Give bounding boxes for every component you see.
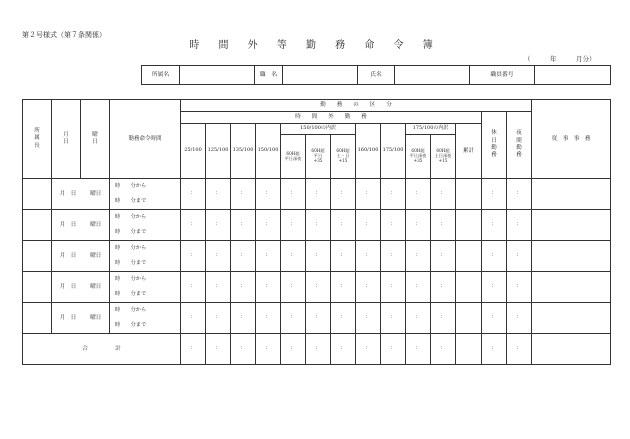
weekday-label: 曜日 — [90, 314, 102, 321]
rate-150-header: 150/100 — [256, 124, 281, 179]
holiday-hours-cell[interactable]: ： — [482, 179, 507, 210]
hours-cell[interactable]: ： — [406, 241, 431, 272]
hours-cell[interactable]: ： — [181, 179, 206, 210]
overtime-table — [22, 99, 611, 365]
hours-cell[interactable]: ： — [331, 210, 356, 241]
period-label: （ 年 月分） — [524, 55, 596, 63]
hours-cell[interactable]: ： — [206, 179, 231, 210]
date-cell[interactable] — [52, 303, 110, 334]
hours-cell[interactable]: ： — [206, 303, 231, 334]
overtime-header: 時 間 外 勤 務 — [181, 112, 482, 124]
total-cell[interactable] — [456, 334, 482, 365]
hours-cell[interactable]: ： — [231, 210, 256, 241]
total-cell[interactable]: ： — [482, 334, 507, 365]
department-label: 所属名 — [142, 66, 180, 85]
order-time-cell[interactable] — [110, 241, 181, 272]
time-from-label: 時 分から — [115, 214, 147, 220]
department-field[interactable] — [180, 66, 255, 85]
order-time-cell[interactable] — [110, 303, 181, 334]
dept-head-cell[interactable] — [23, 179, 52, 210]
task-header: 従 事 事 務 — [532, 100, 611, 179]
total-cell[interactable]: ： — [507, 334, 532, 365]
hours-cell[interactable]: ： — [256, 210, 281, 241]
hours-cell[interactable]: ： — [356, 179, 381, 210]
hours-cell[interactable]: ： — [331, 303, 356, 334]
order-time-cell[interactable] — [110, 179, 181, 210]
hours-cell[interactable]: ： — [406, 179, 431, 210]
month-day-label: 月 日 — [59, 283, 77, 290]
date-cell[interactable] — [52, 241, 110, 272]
hours-cell[interactable]: ： — [231, 303, 256, 334]
hours-cell[interactable]: ： — [281, 303, 306, 334]
hours-cell[interactable]: ： — [181, 241, 206, 272]
cumulative-header: 累計 — [456, 124, 482, 179]
hours-cell[interactable]: ： — [431, 210, 456, 241]
hours-cell[interactable]: ： — [381, 210, 406, 241]
position-field[interactable] — [283, 66, 358, 85]
task-cell[interactable] — [532, 179, 611, 210]
form-title: 時 間 外 等 勤 務 命 令 簿 — [189, 40, 441, 51]
month-day-label: 月 日 — [59, 252, 77, 259]
time-to-label: 時 分まで — [115, 291, 147, 297]
hours-cell[interactable]: ： — [381, 179, 406, 210]
total-cell[interactable]: ： — [406, 334, 431, 365]
night-hours-cell[interactable]: ： — [507, 179, 532, 210]
total-cell[interactable]: ： — [206, 334, 231, 365]
hours-cell[interactable]: ： — [306, 179, 331, 210]
dept-head-header: 所属長 — [23, 100, 52, 179]
total-cell[interactable]: ： — [381, 334, 406, 365]
night-hours-cell[interactable]: ： — [507, 303, 532, 334]
time-to-label: 時 分まで — [115, 260, 147, 266]
total-cell[interactable]: ： — [331, 334, 356, 365]
time-from-label: 時 分から — [115, 276, 147, 282]
over60-weekend-night-header: 60H超 土日深夜 +15 — [431, 135, 456, 179]
hours-cell[interactable]: ： — [406, 210, 431, 241]
employee-no-label: 職員番号 — [470, 66, 535, 85]
hours-cell[interactable]: ： — [281, 210, 306, 241]
hours-cell[interactable]: ： — [331, 179, 356, 210]
total-cell[interactable]: ： — [431, 334, 456, 365]
name-field[interactable] — [395, 66, 470, 85]
hours-cell[interactable]: ： — [431, 179, 456, 210]
date-cell[interactable] — [52, 210, 110, 241]
weekday-label: 曜日 — [90, 283, 102, 290]
total-label: 合 計 — [23, 334, 181, 365]
over60-weekend-header: 60H超 土・日 +15 — [331, 135, 356, 179]
hours-cell[interactable]: ： — [356, 303, 381, 334]
task-cell[interactable] — [532, 272, 611, 303]
order-time-header: 勤務命令時間 — [110, 100, 181, 179]
order-time-cell[interactable] — [110, 210, 181, 241]
rate-150-breakdown-header: 150/100の内訳 — [281, 124, 356, 135]
hours-cell[interactable]: ： — [406, 272, 431, 303]
hours-cell[interactable]: ： — [356, 241, 381, 272]
hours-cell[interactable]: ： — [206, 272, 231, 303]
task-total-cell[interactable] — [532, 334, 611, 365]
over60-weekday-night-175-header: 60H超 平日深夜 +35 — [406, 135, 431, 179]
hours-cell[interactable]: ： — [431, 303, 456, 334]
night-hours-cell[interactable]: ： — [507, 210, 532, 241]
hours-cell[interactable]: ： — [256, 272, 281, 303]
entry-rows — [23, 179, 611, 334]
cumulative-cell[interactable] — [456, 241, 482, 272]
time-from-label: 時 分から — [115, 245, 147, 251]
dept-head-cell[interactable] — [23, 272, 52, 303]
hours-cell[interactable]: ： — [281, 179, 306, 210]
rate-175-header: 175/100 — [381, 124, 406, 179]
hours-cell[interactable]: ： — [381, 272, 406, 303]
holiday-hours-cell[interactable]: ： — [482, 272, 507, 303]
hours-cell[interactable]: ： — [181, 303, 206, 334]
month-day-label: 月 日 — [59, 314, 77, 321]
total-cell[interactable]: ： — [306, 334, 331, 365]
employee-info-table — [141, 65, 611, 85]
hours-cell[interactable]: ： — [206, 210, 231, 241]
night-hours-cell[interactable]: ： — [507, 241, 532, 272]
hours-cell[interactable]: ： — [331, 241, 356, 272]
night-hours-cell[interactable]: ： — [507, 272, 532, 303]
hours-cell[interactable]: ： — [381, 303, 406, 334]
total-cell[interactable]: ： — [356, 334, 381, 365]
total-row — [23, 334, 611, 365]
entry-row — [23, 210, 611, 241]
hours-cell[interactable]: ： — [431, 272, 456, 303]
cumulative-cell[interactable] — [456, 303, 482, 334]
task-cell[interactable] — [532, 210, 611, 241]
holiday-header: 休日勤務 — [482, 112, 507, 179]
entry-row — [23, 241, 611, 272]
name-label: 氏名 — [358, 66, 395, 85]
month-day-label: 月 日 — [59, 190, 77, 197]
task-cell[interactable] — [532, 303, 611, 334]
holiday-hours-cell[interactable]: ： — [482, 303, 507, 334]
rate-125-header: 125/100 — [206, 124, 231, 179]
weekday-label: 曜日 — [90, 252, 102, 259]
holiday-hours-cell[interactable]: ： — [482, 210, 507, 241]
weekday-label: 曜日 — [90, 190, 102, 197]
holiday-hours-cell[interactable]: ： — [482, 241, 507, 272]
cumulative-cell[interactable] — [456, 179, 482, 210]
total-cell[interactable]: ： — [231, 334, 256, 365]
dept-head-cell[interactable] — [23, 241, 52, 272]
date-cell[interactable] — [52, 179, 110, 210]
hours-cell[interactable]: ： — [181, 210, 206, 241]
hours-cell[interactable]: ： — [256, 303, 281, 334]
task-cell[interactable] — [532, 241, 611, 272]
hours-cell[interactable]: ： — [256, 241, 281, 272]
hours-cell[interactable]: ： — [306, 241, 331, 272]
form-number: 第２号様式（第７条関係） — [22, 31, 106, 39]
category-header: 勤 務 の 区 分 — [181, 100, 532, 112]
time-to-label: 時 分まで — [115, 229, 147, 235]
position-label: 職 名 — [255, 66, 283, 85]
weekday-header: 曜日 — [81, 100, 110, 179]
hours-cell[interactable]: ： — [406, 303, 431, 334]
dept-head-cell[interactable] — [23, 303, 52, 334]
month-day-label: 月 日 — [59, 221, 77, 228]
hours-cell[interactable]: ： — [356, 210, 381, 241]
time-to-label: 時 分まで — [115, 322, 147, 328]
hours-cell[interactable]: ： — [331, 272, 356, 303]
time-from-label: 時 分から — [115, 183, 147, 189]
over60-weekday-header: 60H超 平日 +35 — [306, 135, 331, 179]
weekday-label: 曜日 — [90, 221, 102, 228]
hours-cell[interactable]: ： — [231, 241, 256, 272]
time-to-label: 時 分まで — [115, 198, 147, 204]
hours-cell[interactable]: ： — [281, 272, 306, 303]
total-cell[interactable]: ： — [281, 334, 306, 365]
rate-25-header: 25/100 — [181, 124, 206, 179]
cumulative-cell[interactable] — [456, 210, 482, 241]
hours-cell[interactable]: ： — [281, 241, 306, 272]
night-header: 夜間勤務 — [507, 112, 532, 179]
hours-cell[interactable]: ： — [256, 179, 281, 210]
hours-cell[interactable]: ： — [306, 272, 331, 303]
hours-cell[interactable]: ： — [206, 241, 231, 272]
dept-head-cell[interactable] — [23, 210, 52, 241]
month-day-header: 月日 — [52, 100, 81, 179]
hours-cell[interactable]: ： — [356, 272, 381, 303]
over60-weekday-night-header: 60H超 平日深夜 — [281, 135, 306, 179]
cumulative-cell[interactable] — [456, 272, 482, 303]
hours-cell[interactable]: ： — [231, 272, 256, 303]
entry-row — [23, 179, 611, 210]
hours-cell[interactable]: ： — [231, 179, 256, 210]
time-from-label: 時 分から — [115, 307, 147, 313]
hours-cell[interactable]: ： — [181, 272, 206, 303]
rate-175-breakdown-header: 175/100の内訳 — [406, 124, 456, 135]
hours-cell[interactable]: ： — [306, 303, 331, 334]
entry-row — [23, 272, 611, 303]
employee-no-field[interactable] — [535, 66, 611, 85]
total-cell[interactable]: ： — [181, 334, 206, 365]
hours-cell[interactable]: ： — [381, 241, 406, 272]
rate-135-header: 135/100 — [231, 124, 256, 179]
rate-160-header: 160/100 — [356, 124, 381, 179]
total-cell[interactable]: ： — [256, 334, 281, 365]
entry-row — [23, 303, 611, 334]
hours-cell[interactable]: ： — [431, 241, 456, 272]
hours-cell[interactable]: ： — [306, 210, 331, 241]
order-time-cell[interactable] — [110, 272, 181, 303]
date-cell[interactable] — [52, 272, 110, 303]
